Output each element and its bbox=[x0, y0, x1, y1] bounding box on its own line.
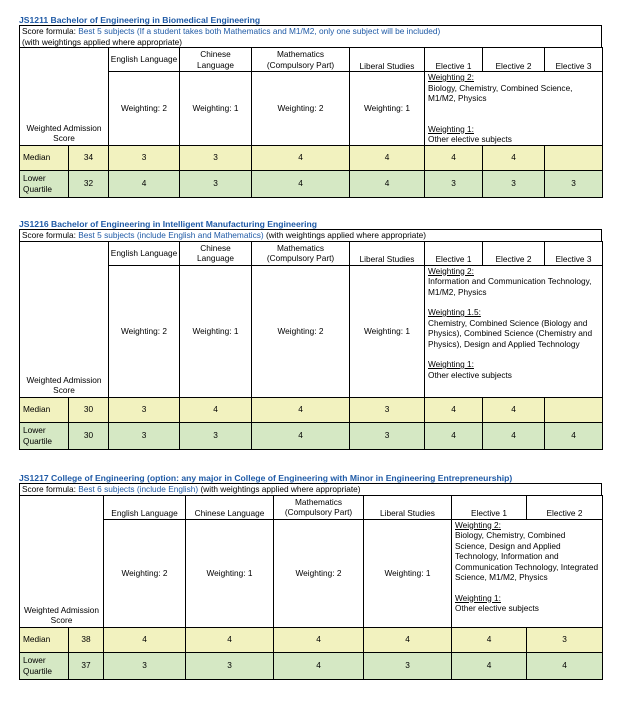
score-formula: Score formula: Best 5 subjects (If a student takes both Mathematics and M1/M2, only one subject will be included) (with weightings applied where appropriate) bbox=[19, 25, 602, 47]
score-formula: Score formula: Best 5 subjects (include English and Mathematics) (with weightings applied where appropriate) bbox=[19, 229, 602, 241]
weighted-score-label: Weighted Admission Score bbox=[20, 519, 104, 627]
weighted-score-label: Weighted Admission Score bbox=[20, 72, 109, 146]
formula-line2: (with weightings applied where appropriate) bbox=[22, 36, 183, 47]
lower-quartile-row: Lower Quartile 32 4 3 4 4 3 3 3 bbox=[20, 170, 603, 197]
weight-chinese: Weighting: 1 bbox=[180, 72, 252, 146]
score-formula: Score formula: Best 6 subjects (include English) (with weightings applied where appropriate) bbox=[19, 483, 602, 495]
header-chinese: Chinese Language bbox=[186, 495, 274, 519]
median-label: Median bbox=[20, 145, 69, 170]
header-elective-2: Elective 2 bbox=[527, 495, 603, 519]
header-chinese: Chinese Language bbox=[180, 48, 252, 72]
median-row: Median 38 4 4 4 4 4 3 bbox=[20, 627, 603, 652]
header-elective-3: Elective 3 bbox=[545, 48, 603, 72]
elective-weightings: Weighting 2: Biology, Chemistry, Combined Science, Design and Applied Technology, Information and Communication Technology, Integrated Science, M1/M2, Physics Weighting 1: Other elective subjects bbox=[452, 519, 603, 627]
weight-ls: Weighting: 1 bbox=[350, 72, 425, 146]
median-row: Median 30 3 4 4 3 4 4 bbox=[20, 397, 603, 422]
header-elective-3: Elective 3 bbox=[545, 241, 603, 265]
lower-quartile-score: 32 bbox=[69, 170, 109, 197]
median-label: Median bbox=[20, 627, 69, 652]
header-elective-1: Elective 1 bbox=[425, 48, 483, 72]
weight-chinese: Weighting: 1 bbox=[180, 265, 252, 397]
header-elective-2: Elective 2 bbox=[483, 241, 545, 265]
programme-title: JS1216 Bachelor of Engineering in Intelligent Manufacturing Engineering bbox=[19, 219, 317, 229]
programme-js1216 bbox=[19, 219, 602, 450]
elective-weightings: Weighting 2: Biology, Chemistry, Combined Science, M1/M2, Physics Weighting 1: Other elective subjects bbox=[425, 72, 603, 146]
admission-table bbox=[19, 495, 603, 680]
lower-quartile-label: Lower Quartile bbox=[20, 422, 69, 449]
median-score: 38 bbox=[69, 627, 104, 652]
lower-quartile-label: Lower Quartile bbox=[20, 652, 69, 679]
programme-title: JS1211 Bachelor of Engineering in Biomedical Engineering bbox=[19, 15, 261, 25]
lower-quartile-score: 37 bbox=[69, 652, 104, 679]
median-score: 30 bbox=[69, 397, 109, 422]
header-ls: Liberal Studies bbox=[364, 495, 452, 519]
programme-js1211 bbox=[19, 15, 602, 198]
header-maths: Mathematics (Compulsory Part) bbox=[274, 495, 364, 519]
header-ls: Liberal Studies bbox=[350, 241, 425, 265]
weight-maths: Weighting: 2 bbox=[252, 72, 350, 146]
median-row: Median 34 3 3 4 4 4 4 bbox=[20, 145, 603, 170]
header-elective-1: Elective 1 bbox=[452, 495, 527, 519]
programme-js1217 bbox=[19, 473, 602, 680]
weight-maths: Weighting: 2 bbox=[252, 265, 350, 397]
weighted-score-label: Weighted Admission Score bbox=[20, 265, 109, 397]
weight-ls: Weighting: 1 bbox=[350, 265, 425, 397]
header-chinese: Chinese Language bbox=[180, 241, 252, 265]
lower-quartile-row: Lower Quartile 30 3 3 4 3 4 4 4 bbox=[20, 422, 603, 449]
admission-table bbox=[19, 241, 603, 450]
weight-english: Weighting: 2 bbox=[109, 265, 180, 397]
header-english: English Language bbox=[109, 48, 180, 72]
weight-ls: Weighting: 1 bbox=[364, 519, 452, 627]
weight-maths: Weighting: 2 bbox=[274, 519, 364, 627]
formula-highlight: Best 5 subjects (include English and Mathematics) bbox=[78, 230, 264, 240]
header-english: English Language bbox=[109, 241, 180, 265]
programme-title: JS1217 College of Engineering (option: any major in College of Engineering with Minor in Engineering Entrepreneurship) bbox=[19, 473, 513, 483]
header-elective-2: Elective 2 bbox=[483, 48, 545, 72]
formula-highlight: Best 5 subjects (If a student takes both Mathematics and M1/M2, only one subject will be included) bbox=[78, 26, 441, 36]
formula-highlight: Best 6 subjects (include English) bbox=[78, 484, 199, 494]
weight-chinese: Weighting: 1 bbox=[186, 519, 274, 627]
median-label: Median bbox=[20, 397, 69, 422]
admission-table bbox=[19, 47, 603, 198]
header-maths: Mathematics (Compulsory Part) bbox=[252, 48, 350, 72]
header-elective-1: Elective 1 bbox=[425, 241, 483, 265]
header-ls: Liberal Studies bbox=[350, 48, 425, 72]
weight-english: Weighting: 2 bbox=[104, 519, 186, 627]
weight-english: Weighting: 2 bbox=[109, 72, 180, 146]
lower-quartile-score: 30 bbox=[69, 422, 109, 449]
elective-weightings: Weighting 2: Information and Communication Technology, M1/M2, Physics Weighting 1.5: Chemistry, Combined Science (Biology and Physics), Combined Science (Chemistry and Physics), Design and Applied Technology Weighting 1: Other elective subjects bbox=[425, 265, 603, 397]
header-english: English Language bbox=[104, 495, 186, 519]
lower-quartile-row: Lower Quartile 37 3 3 4 3 4 4 bbox=[20, 652, 603, 679]
lower-quartile-label: Lower Quartile bbox=[20, 170, 69, 197]
median-score: 34 bbox=[69, 145, 109, 170]
header-maths: Mathematics (Compulsory Part) bbox=[252, 241, 350, 265]
